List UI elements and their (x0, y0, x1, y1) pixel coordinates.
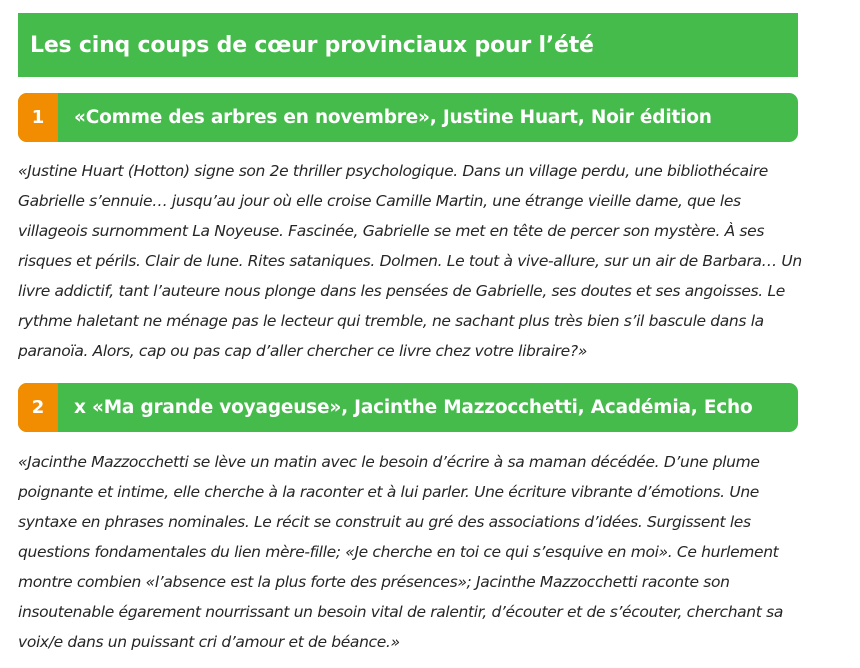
item-1-heading (18, 93, 798, 142)
item-2-title: x «Ma grande voyageuse», Jacinthe Mazzocchetti, Académia, Echo (74, 397, 753, 418)
item-1-number-badge: 1 (18, 93, 58, 142)
item-1-title: «Comme des arbres en novembre», Justine Huart, Noir édition (74, 107, 712, 128)
page-header (18, 13, 798, 77)
item-1-description: «Justine Huart (Hotton) signe son 2e thriller psychologique. Dans un village perdu, une bibliothécaire Gabrielle s’ennuie… jusqu’au jour où elle croise Camille Martin, une étrange vieille dame, que les villageois surnomment La Noyeuse. Fascinée, Gabrielle se met en tête de percer son mystère. À ses risques et périls. Clair de lune. Rites sataniques. Dolmen. Le tout à vive-allure, sur un air de Barbara… Un livre addictif, tant l’auteure nous plonge dans les pensées de Gabrielle, ses doutes et ses angoisses. Le rythme haletant ne ménage pas le lecteur qui tremble, ne sachant plus très bien s’il bascule dans la paranoïa. Alors, cap ou pas cap d’aller chercher ce livre chez votre libraire?» (18, 162, 802, 360)
item-2-heading (18, 383, 798, 432)
item-2-number-badge: 2 (18, 383, 58, 432)
page-title: Les cinq coups de cœur provinciaux pour l’été (30, 32, 594, 58)
item-2-description: «Jacinthe Mazzocchetti se lève un matin avec le besoin d’écrire à sa maman décédée. D’une plume poignante et intime, elle cherche à la raconter et à lui parler. Une écriture vibrante d’émotions. Une syntaxe en phrases nominales. Le récit se construit au gré des associations d’idées. Surgissent les questions fondamentales du lien mère-fille; «Je cherche en toi ce qui s’esquive en moi». Ce hurlement montre combien «l’absence est la plus forte des présences»; Jacinthe Mazzocchetti raconte son insoutenable égarement nourrissant un besoin vital de ralentir, d’écouter et de s’écouter, cherchant sa voix/e dans un puissant cri d’amour et de béance.» (18, 453, 783, 651)
